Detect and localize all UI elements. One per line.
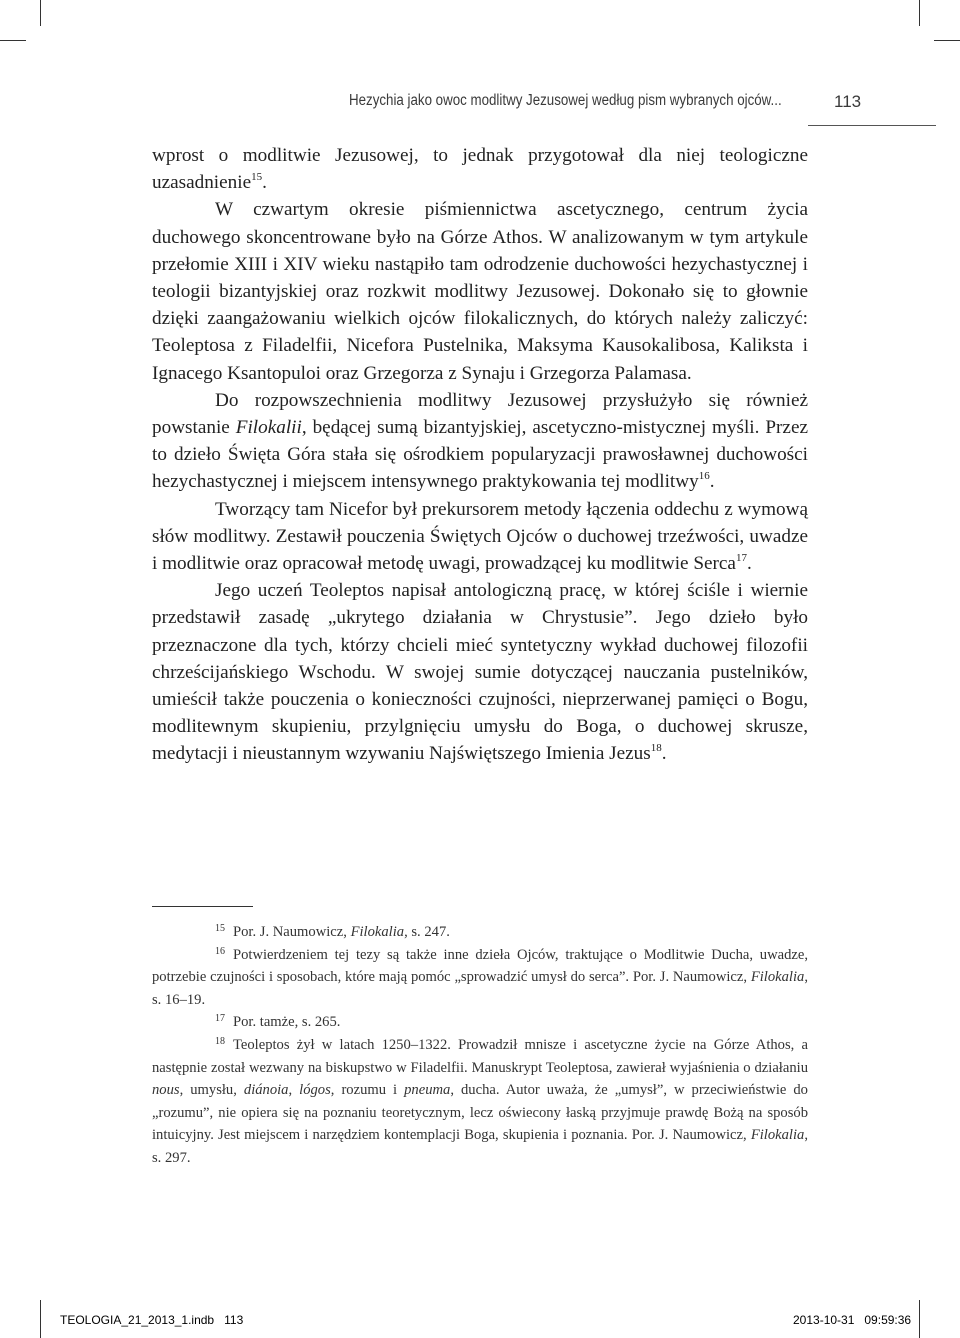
paragraph-5: Jego uczeń Teoleptos napisał antologiczną pracę, w której ściśle i wiernie przedstawił zasadę „ukrytego działania w Chrystusie”. Jego dzieło było przeznaczone dla tych, którzy chcieli mieć syntetyczny wykład duchowej filozofii chrześcijańskiego Wschodu. W swojej sumie dotyczącej nauczania pustelników, umieścił także pouczenia o konieczności czujności, nieprzerwanej pamięci o Bogu, modlitewnym skupieniu, przylgnięciu umysłu do Boga, o duchowej skrusze, medytacji i nieustannym wzywaniu Najświętszego Imienia Jezus$^{18}$. xyxy=(152,580,808,765)
footnotes xyxy=(152,921,808,1170)
page-number: 113 xyxy=(834,92,862,111)
running-header: Hezychia jako owoc modlitwy Jezusowej według pism wybranych ojców... xyxy=(349,92,782,109)
footnote-16: $^{16}$ Potwierdzeniem tej tezy są także inne dzieła Ojców, traktujące o Modlitwie Ducha, uwadze, potrzebie czujności i sposobach, które mają pomóc „sprowadzić umysł do serca”. Por. J. Naumowicz, Filokalia, s. 16–19. xyxy=(152,945,808,1008)
crop-mark-top-right xyxy=(919,0,920,26)
header-rule xyxy=(808,125,936,126)
footnote-ref-16[interactable]: 16 xyxy=(698,470,710,483)
paragraph-4: Tworzący tam Nicefor był prekursorem metody łączenia oddechu z wymową słów modlitwy. Zestawił pouczenia Świętych Ojców o duchowej trzeźwości, uwadze i modlitwie oraz opracował metodę uwagi, prowadzącej ku modlitwie Serca$^{17}$. xyxy=(152,498,808,575)
footnote-18: $^{18}$ Teoleptos żył w latach 1250–1322. Prowadził mnisze i ascetyczne życie na Górze Athos, a następnie został wezwany na biskupstwo w Filadelfii. Manuskrypt Teoleptosa, zawierał wyjaśnienia o działaniu nous, umysłu, diánoia, lógos, rozumu i pneuma, ducha. Autor uważa, że „umysł”, w przeciwieństwie do „rozumu”, nie opiera się na poznaniu teoretycznym, lecz oświecony łaską przyjmuje prawdę Bożą na sposób intuicyjny. Jest miejscem i narzędziem kontemplacji Boga, skupienia i poznania. Por. J. Naumowicz, Filokalia, s. 297. xyxy=(152,1035,808,1166)
slug-datetime: 2013-10-31 09:59:36 xyxy=(793,1313,912,1327)
paragraph-3: Do rozpowszechnienia modlitwy Jezusowej przysłużyło się również powstanie Filokalii, będącej sumą bizantyjskiej, ascetyczno-mistycznej myśli. Przez to dzieło Święta Góra stała się ośrodkiem popularyzacji prawosławnej duchowości hezychastycznej i miejscem intensywnego praktykowania tej modlitwy$^{16}$. xyxy=(152,389,808,493)
footnote-rule xyxy=(152,906,253,907)
crop-mark-top-right-h xyxy=(934,40,960,41)
footnote-ref-15[interactable]: 15 xyxy=(251,171,263,184)
main-text xyxy=(152,142,808,768)
footnote-ref-17[interactable]: 17 xyxy=(735,552,747,565)
footnote-15: $^{15}$ Por. J. Naumowicz, Filokalia, s. 247. xyxy=(215,923,450,940)
footnote-ref-18[interactable]: 18 xyxy=(650,742,662,755)
crop-mark-bottom-right xyxy=(919,1300,920,1338)
crop-mark-top-left xyxy=(40,0,41,26)
crop-mark-top-left-h xyxy=(0,40,26,41)
slug-filename: TEOLOGIA_21_2013_1.indb 113 xyxy=(60,1313,244,1327)
italic-title: Filokalii xyxy=(235,417,302,439)
footnote-17: $^{17}$ Por. tamże, s. 265. xyxy=(215,1013,341,1031)
crop-mark-bottom-left xyxy=(40,1300,41,1338)
paragraph-2: W czwartym okresie piśmiennictwa ascetycznego, centrum życia duchowego skoncentrowane było na Górze Athos. W analizowanym w tym artykule przełomie XIII i XIV wieku nastąpiło tam odrodzenie duchowości hezychastycznej i teologii bizantyjskiej oraz rozkwit modlitwy Jezusowej. Dokonało się to głownie dzięki zaangażowaniu wielkich ojców filokalicznych, do których należy zaliczyć: Teoleptosa z Filadelfii, Nicefora Pustelnika, Maksyma Kausokalibosa, Kaliksta i Ignacego Ksantopuloi oraz Grzegorza z Synaju i Grzegorza Palamasa. xyxy=(152,199,808,384)
paragraph-1: wprost o modlitwie Jezusowej, to jednak przygotował dla niej teologiczne uzasadnienie$^{15}$. xyxy=(152,145,808,194)
